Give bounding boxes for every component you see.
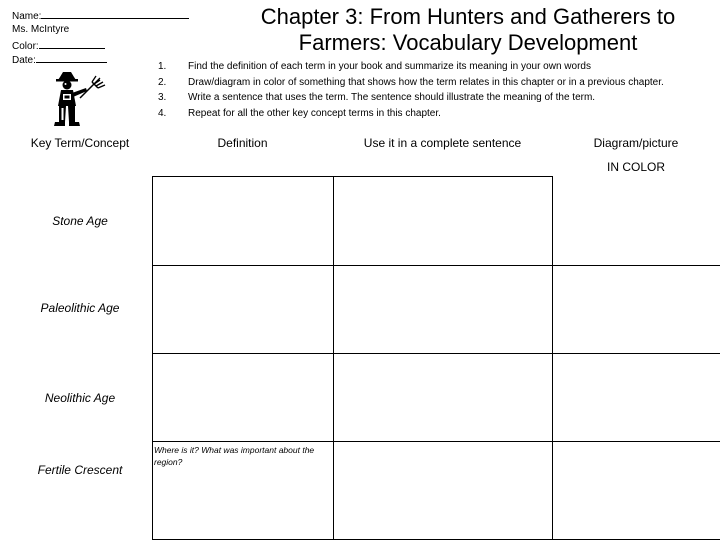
instruction-item [158, 75, 718, 91]
diagram-cell[interactable] [553, 177, 720, 265]
date-blank[interactable] [36, 52, 107, 63]
color-field [12, 38, 105, 53]
row-divider [152, 265, 720, 266]
instruction-text: Find the definition of each term in your book and summarize its meaning in your own words [188, 61, 591, 72]
date-field [12, 52, 107, 67]
instruction-text: Write a sentence that uses the term. The sentence should illustrate the meaning of the term. [188, 92, 596, 103]
column-header-diagram: Diagram/picture [593, 136, 679, 150]
name-label: Name: [12, 11, 42, 22]
date-label: Date: [12, 55, 36, 66]
farmer-with-pitchfork-icon [50, 68, 110, 130]
color-blank[interactable] [39, 38, 105, 49]
name-blank[interactable] [41, 8, 189, 19]
term-stone-age: Stone Age [52, 214, 108, 228]
fertile-crescent-hint: Where is it? What was important about the region? [154, 445, 315, 467]
term-paleolithic-age: Paleolithic Age [40, 301, 120, 315]
definition-cell[interactable] [153, 177, 333, 265]
column-header-sentence: Use it in a complete sentence [363, 136, 522, 150]
instructions-list [158, 59, 718, 121]
instruction-text: Draw/diagram in color of something that shows how the term relates in this chapter or in a previous chapter. [188, 76, 664, 88]
instruction-number: 1. [158, 61, 167, 72]
row-divider [152, 441, 720, 442]
term-neolithic-age: Neolithic Age [44, 391, 116, 405]
instruction-item [158, 106, 718, 122]
column-header-key-term: Key Term/Concept [30, 136, 130, 150]
sentence-cell[interactable] [334, 177, 552, 265]
column-header-definition: Definition [217, 136, 268, 150]
term-fertile-crescent: Fertile Crescent [37, 463, 123, 477]
page-title: Chapter 3: From Hunters and Gatherers to Farmers: Vocabulary Development [260, 4, 676, 55]
instruction-number: 2. [158, 76, 167, 88]
instruction-text: Repeat for all the other key concept terms in this chapter. [188, 107, 441, 119]
teacher-name: Ms. McIntyre [12, 24, 70, 35]
diagram-note: IN COLOR [606, 160, 665, 174]
name-field [12, 8, 189, 23]
instruction-item [158, 59, 718, 75]
instruction-number: 4. [158, 107, 167, 119]
color-label: Color: [12, 41, 39, 52]
instruction-number: 3. [158, 92, 167, 103]
instruction-item [158, 90, 718, 106]
row-divider [152, 353, 720, 354]
